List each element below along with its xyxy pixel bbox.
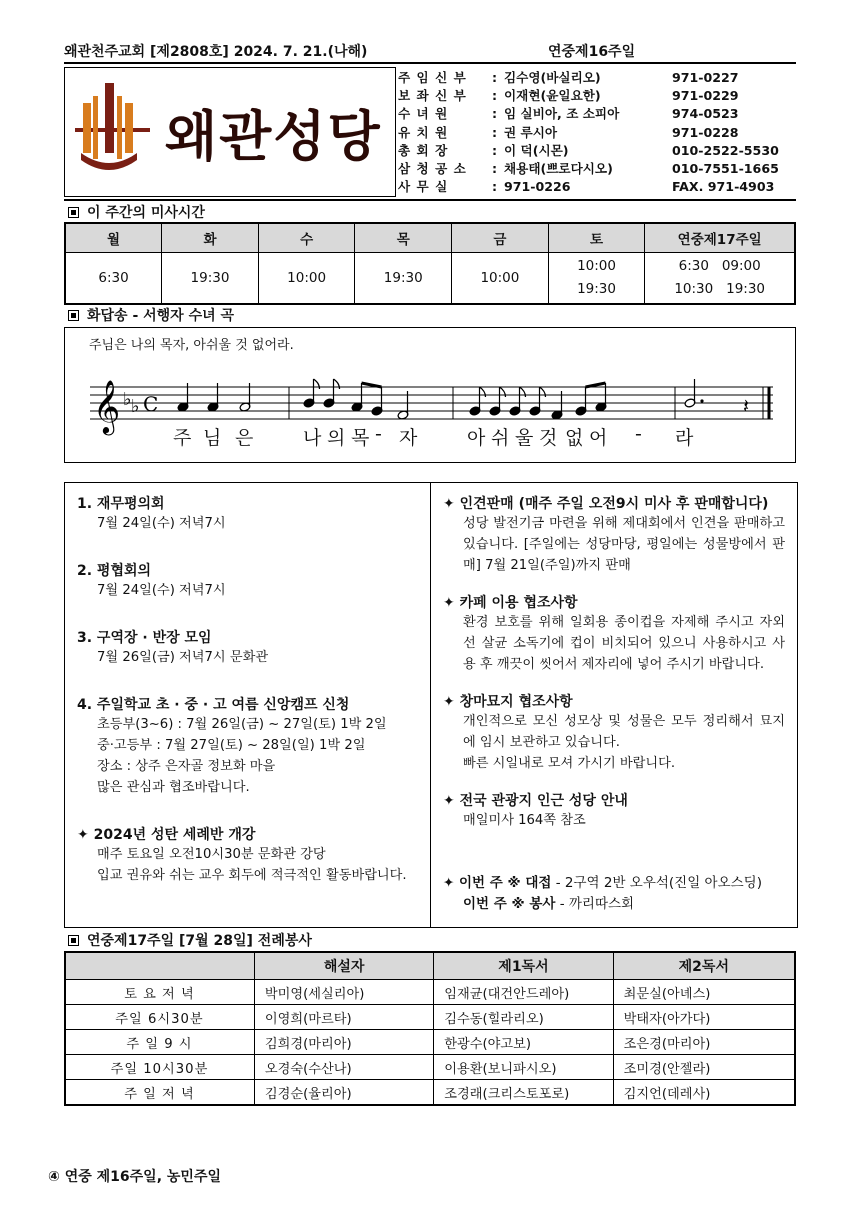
liturgy-minister: 조경래(크리스토포로)	[434, 1080, 613, 1106]
lyric-syllable: 것	[539, 427, 558, 449]
lyric-syllable: 어	[589, 427, 608, 449]
staff-phone: 971-0227	[672, 70, 739, 85]
notice-text: 7월 26일(금) 저녁7시 문화관	[97, 650, 269, 665]
staff-phone: 974-0523	[672, 106, 739, 122]
bulletin-issue: 왜관천주교회 [제2808호] 2024. 7. 21.(나해)	[64, 44, 368, 60]
mass-day-header: 금	[452, 223, 549, 253]
staff-row	[398, 87, 796, 105]
notice-text: 초등부(3~6) : 7월 26일(금) ~ 27일(토) 1박 2일	[97, 717, 387, 732]
staff-directory	[398, 69, 796, 196]
liturgical-week: 연중제16주일	[548, 44, 636, 60]
mass-time-line: 19:30	[577, 281, 616, 297]
mass-time: 19:30	[162, 253, 259, 305]
liturgy-minister: 이용환(보니파시오)	[434, 1055, 613, 1080]
mass-day-header: 화	[162, 223, 259, 253]
liturgy-minister: 최문실(아녜스)	[613, 980, 795, 1005]
notice-item	[77, 694, 430, 798]
staff-name: 971-0226	[504, 179, 571, 195]
liturgy-header: 제2독서	[613, 952, 795, 980]
lyric-syllable: 님	[203, 427, 222, 449]
psalm-response: 주님은 나의 목자, 아쉬울 것 없어라.	[89, 338, 294, 353]
mass-time-line: 10:00	[577, 258, 616, 274]
lyric-syllable: 울	[515, 427, 534, 449]
note-dot	[700, 399, 703, 402]
staff-colon: :	[492, 161, 498, 177]
liturgy-minister: 이영희(마르타)	[254, 1005, 433, 1030]
liturgy-mass-time: 주일 6시30분	[65, 1005, 254, 1030]
staff-name: 이 덕(시몬)	[504, 142, 569, 158]
notice-text: 성당 발전기금 마련을 위해 제대회에서 인견을 판매하고 있습니다. [주일에는 성당마당, 평일에는 성물방에서 판매] 7월 21일(주일)까지 판매	[463, 516, 785, 573]
lyric-syllable: -	[635, 423, 642, 445]
liturgy-header-row	[65, 952, 795, 980]
notice-text: 매주 토요일 오전10시30분 문화관 강당	[97, 847, 326, 862]
staff-colon: :	[492, 106, 498, 122]
mass-day-header: 연중제17주일	[645, 223, 795, 253]
liturgy-minister: 오경숙(수산나)	[254, 1055, 433, 1080]
staff-role: 총 회 장	[398, 142, 449, 158]
notice-right-column	[431, 483, 797, 927]
staff-role: 사 무 실	[398, 179, 449, 195]
liturgy-minister: 김희경(마리아)	[254, 1030, 433, 1055]
liturgy-row	[65, 1080, 795, 1106]
staff-name: 임 실비아, 조 소피아	[504, 106, 620, 122]
staff-row	[398, 160, 796, 178]
notice-item	[443, 790, 785, 831]
mass-section-title: 이 주간의 미사시간	[68, 202, 205, 222]
notice-item	[443, 592, 785, 675]
mass-time: 6:30	[65, 253, 162, 305]
mass-day-header: 목	[355, 223, 452, 253]
liturgy-row	[65, 1055, 795, 1080]
liturgy-header: 제1독서	[434, 952, 613, 980]
bullet-square-icon	[68, 310, 79, 321]
notice-title: 2. 평협회의	[77, 563, 152, 579]
notice-text: 7월 24일(수) 저녁7시	[97, 583, 226, 598]
liturgy-minister: 김지언(데레사)	[613, 1080, 795, 1106]
common-time-icon: C	[143, 392, 159, 416]
notice-text: 중·고등부 : 7월 27일(토) ~ 28일(일) 1박 2일	[97, 738, 366, 753]
notice-text: 환경 보호를 위해 일회용 종이컵을 자제해 주시고 자외선 살균 소독기에 컵이 비치되어 있으니 사용하시고 사용 후 깨끗이 씻어서 제자리에 넣어 주시기 바랍니다.	[463, 615, 785, 672]
staff-row	[398, 105, 796, 123]
notice-text: 빠른 시일내로 모셔 가시기 바랍니다.	[463, 756, 676, 771]
liturgy-mass-time: 토 요 저 녁	[65, 980, 254, 1005]
flat-icon: ♭	[131, 396, 140, 417]
staff-name: 이재현(윤일요한)	[504, 88, 601, 104]
page-footer: ④ 연중 제16주일, 농민주일	[48, 1169, 221, 1185]
lyric-syllable: 아	[467, 427, 486, 449]
staff-phone: FAX. 971-4903	[672, 179, 775, 195]
mass-schedule-table	[64, 222, 796, 305]
liturgy-minister: 박태자(아가다)	[613, 1005, 795, 1030]
liturgy-row	[65, 1030, 795, 1055]
liturgy-minister: 조은경(마리아)	[613, 1030, 795, 1055]
liturgy-minister: 박미영(세실리아)	[254, 980, 433, 1005]
notice-title: ✦ 2024년 성탄 세례반 개강	[77, 827, 256, 843]
liturgy-header	[65, 952, 254, 980]
header-rule	[64, 62, 796, 64]
staff-row	[398, 69, 796, 87]
notice-box	[64, 482, 798, 928]
psalm-box	[64, 327, 796, 463]
notice-item	[77, 627, 430, 668]
notice-title: ✦ 카페 이용 협조사항	[443, 595, 578, 611]
lyric-syllable: 주	[173, 427, 192, 449]
notice-text: 장소 : 상주 은자골 정보화 마을	[97, 759, 276, 774]
lyric-syllable: 라	[675, 427, 694, 449]
mass-time-saturday	[548, 253, 645, 305]
lyric-syllable: 은	[235, 427, 254, 449]
notice-item	[443, 493, 785, 576]
lyric-syllable: 없	[565, 427, 584, 449]
staff-role: 보 좌 신 부	[398, 88, 467, 104]
bullet-square-icon	[68, 207, 79, 218]
notice-title: ✦ 전국 관광지 인근 성당 안내	[443, 793, 628, 809]
liturgy-minister: 김경순(율리아)	[254, 1080, 433, 1106]
staff-colon: :	[492, 124, 498, 140]
note-beam	[586, 383, 606, 387]
staff-name: 채용태(쁘로다시오)	[504, 161, 613, 177]
notice-title: 1. 재무평의회	[77, 496, 165, 512]
mass-time-sunday	[645, 253, 795, 305]
notice-title: ✦ 인견판매 (매주 주일 오전9시 미사 후 판매합니다)	[443, 496, 769, 512]
flat-icon: ♭	[123, 389, 132, 410]
lyric-syllable: 쉬	[491, 427, 510, 449]
liturgy-mass-time: 주일 10시30분	[65, 1055, 254, 1080]
score-notes	[177, 379, 749, 420]
staff-colon: :	[492, 70, 498, 85]
notice-text: 입교 권유와 쉬는 교우 회두에 적극적인 활동바랍니다.	[97, 868, 407, 883]
staff-phone: 010-7551-1665	[672, 161, 779, 177]
staff-colon: :	[492, 142, 498, 158]
staff-row	[398, 178, 796, 196]
liturgy-minister: 한광수(야고보)	[434, 1030, 613, 1055]
staff-phone: 971-0229	[672, 88, 739, 104]
cleaning-label: ✦ 이번 주 ※ 대접	[443, 875, 552, 891]
staff-row	[398, 124, 796, 142]
mass-day-header: 토	[548, 223, 645, 253]
bullet-square-icon	[68, 935, 79, 946]
notice-title: 3. 구역장 · 반장 모임	[77, 630, 212, 646]
logo-text: 왜관성당	[165, 105, 382, 168]
liturgy-header: 해설자	[254, 952, 433, 980]
lyric-syllable: 나	[303, 427, 322, 449]
notice-text: 7월 24일(수) 저녁7시	[97, 516, 226, 531]
staff-colon: :	[492, 179, 498, 195]
weekly-duties	[443, 873, 762, 915]
staff-phone: 971-0228	[672, 124, 739, 140]
treble-clef-icon: 𝄞	[93, 379, 121, 433]
liturgy-minister: 임재균(대건안드레아)	[434, 980, 613, 1005]
note-beam	[362, 383, 382, 387]
lyric-syllable: 목	[351, 427, 370, 449]
psalm-lyrics	[65, 423, 795, 453]
staff-role: 주 임 신 부	[398, 70, 467, 85]
staff-phone: 010-2522-5530	[672, 142, 779, 158]
service-value: - 까리따스회	[555, 896, 635, 912]
staff-role: 삼 청 공 소	[398, 161, 467, 177]
mass-day-header: 월	[65, 223, 162, 253]
staff-role: 유 치 원	[398, 124, 449, 140]
notice-text: 개인적으로 모신 성모상 및 성물은 모두 정리해서 묘지에 임시 보관하고 있습니다.	[463, 714, 785, 750]
notice-item	[77, 560, 430, 601]
liturgy-row	[65, 1005, 795, 1030]
staff-name: 권 루시아	[504, 124, 558, 140]
staff-name: 김수영(바실리오)	[504, 70, 601, 85]
service-label: 이번 주 ※ 봉사	[463, 896, 556, 912]
logo-box	[64, 67, 396, 197]
notice-item	[77, 493, 430, 534]
rest-icon: 𝄽	[743, 394, 750, 418]
liturgy-mass-time: 주 일 9 시	[65, 1030, 254, 1055]
notice-text: 많은 관심과 협조바랍니다.	[97, 780, 250, 795]
notice-item	[77, 824, 430, 886]
lyric-syllable: 자	[399, 427, 418, 449]
liturgy-mass-time: 주 일 저 녁	[65, 1080, 254, 1106]
liturgy-section-title: 연중제17주일 [7월 28일] 전례봉사	[68, 930, 312, 950]
liturgy-service-table	[64, 951, 796, 1106]
mass-time: 10:00	[258, 253, 355, 305]
mass-day-header: 수	[258, 223, 355, 253]
liturgy-minister: 김수동(힐라리오)	[434, 1005, 613, 1030]
notice-title: ✦ 창마묘지 협조사항	[443, 694, 573, 710]
notice-text: 매일미사 164쪽 참조	[463, 813, 586, 828]
liturgy-row	[65, 980, 795, 1005]
staff-row	[398, 142, 796, 160]
mass-time: 19:30	[355, 253, 452, 305]
psalm-section-title: 화답송 - 서행자 수녀 곡	[68, 305, 234, 325]
notice-item	[443, 691, 785, 774]
liturgy-minister: 조미경(안젤라)	[613, 1055, 795, 1080]
mass-time: 10:00	[452, 253, 549, 305]
staff-colon: :	[492, 88, 498, 104]
notice-left-column	[65, 483, 431, 927]
staff-role: 수 녀 원	[398, 106, 449, 122]
lyric-syllable: 의	[327, 427, 346, 449]
notice-title: 4. 주일학교 초 · 중 · 고 여름 신앙캠프 신청	[77, 697, 350, 713]
mass-time-line: 10:30 19:30	[674, 281, 766, 297]
cleaning-value: - 2구역 2반 오우석(진일 아오스딩)	[551, 875, 762, 891]
lyric-syllable: -	[375, 423, 382, 445]
info-rule	[64, 199, 796, 201]
mass-time-line: 6:30 09:00	[678, 258, 761, 274]
